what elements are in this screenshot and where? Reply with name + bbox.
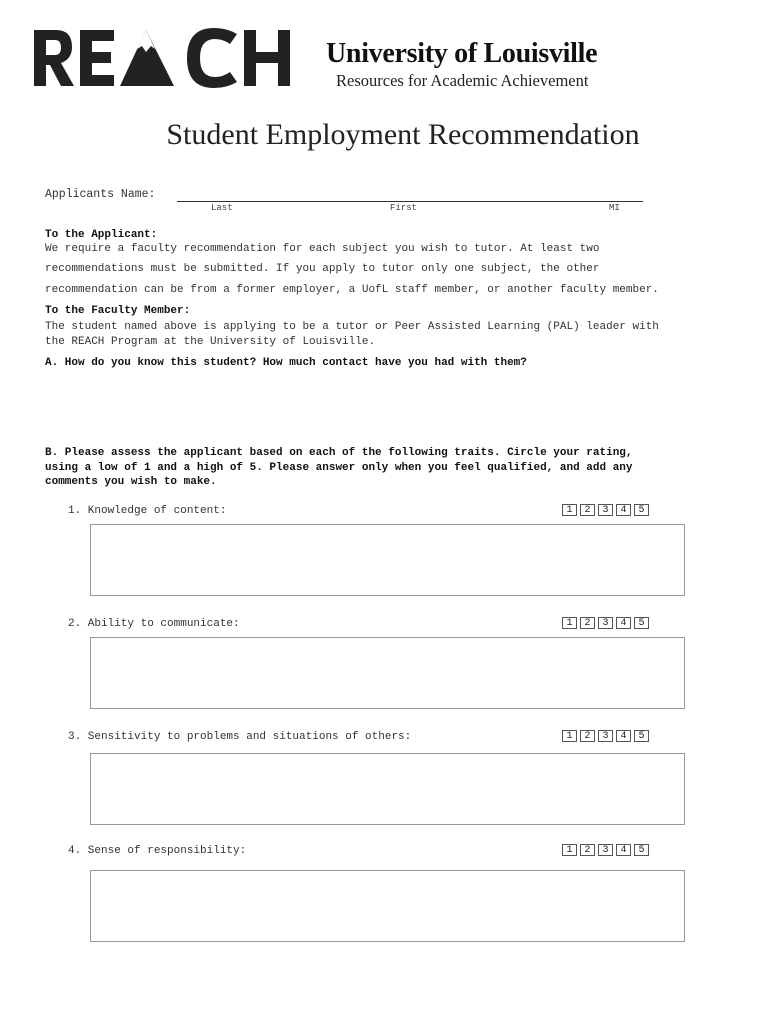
rating-option-3[interactable]: 3 <box>598 504 613 516</box>
rating-option-2[interactable]: 2 <box>580 504 595 516</box>
rating-option-3[interactable]: 3 <box>598 730 613 742</box>
first-name-label: First <box>390 203 418 213</box>
middle-initial-label: MI <box>609 203 620 213</box>
trait-label-responsibility: 4. Sense of responsibility: <box>68 845 247 857</box>
to-applicant-heading: To the Applicant: <box>45 229 158 241</box>
applicant-text-line: recommendation can be from a former employer, a UofL staff member, or another faculty member. <box>45 284 659 296</box>
question-a: A. How do you know this student? How much contact have you had with them? <box>45 357 527 369</box>
comment-box-communicate[interactable] <box>90 637 685 709</box>
rating-option-3[interactable]: 3 <box>598 617 613 629</box>
page-title-text: Student Employment Recommendation <box>166 118 640 151</box>
trait-label-communicate: 2. Ability to communicate: <box>68 618 240 630</box>
rating-option-2[interactable]: 2 <box>580 730 595 742</box>
to-faculty-heading: To the Faculty Member: <box>45 305 191 317</box>
comment-box-knowledge[interactable] <box>90 524 685 596</box>
comment-box-sensitivity[interactable] <box>90 753 685 825</box>
rating-option-4[interactable]: 4 <box>616 844 631 856</box>
rating-option-4[interactable]: 4 <box>616 617 631 629</box>
applicant-text-line: We require a faculty recommendation for each subject you wish to tutor. At least two <box>45 243 600 255</box>
faculty-text-line: The student named above is applying to be a tutor or Peer Assisted Learning (PAL) leader with <box>45 321 659 333</box>
university-name: University of Louisville <box>326 38 598 69</box>
rating-scale-communicate <box>562 617 649 629</box>
rating-scale-responsibility <box>562 844 649 856</box>
department-subtitle: Resources for Academic Achievement <box>336 71 589 90</box>
last-name-label: Last <box>211 203 233 213</box>
comment-box-responsibility[interactable] <box>90 870 685 942</box>
applicant-name-label: Applicants Name: <box>45 188 156 201</box>
question-b-line: using a low of 1 and a high of 5. Please answer only when you feel qualified, and add any <box>45 462 633 474</box>
rating-option-5[interactable]: 5 <box>634 617 649 629</box>
rating-option-1[interactable]: 1 <box>562 844 577 856</box>
question-b-line: B. Please assess the applicant based on each of the following traits. Circle your rating, <box>45 447 633 459</box>
page-title <box>0 118 770 152</box>
applicant-name-field[interactable] <box>177 201 643 202</box>
rating-option-3[interactable]: 3 <box>598 844 613 856</box>
question-b-line: comments you wish to make. <box>45 476 217 488</box>
rating-option-4[interactable]: 4 <box>616 504 631 516</box>
reach-logo <box>34 22 294 92</box>
rating-option-5[interactable]: 5 <box>634 730 649 742</box>
applicant-text-line: recommendations must be submitted. If you apply to tutor only one subject, the other <box>45 263 600 275</box>
trait-label-knowledge: 1. Knowledge of content: <box>68 505 227 517</box>
rating-option-2[interactable]: 2 <box>580 844 595 856</box>
rating-scale-sensitivity <box>562 730 649 742</box>
rating-option-1[interactable]: 1 <box>562 617 577 629</box>
faculty-text-line: the REACH Program at the University of Louisville. <box>45 336 376 348</box>
trait-label-sensitivity: 3. Sensitivity to problems and situations of others: <box>68 731 412 743</box>
rating-option-5[interactable]: 5 <box>634 844 649 856</box>
rating-option-1[interactable]: 1 <box>562 504 577 516</box>
rating-option-2[interactable]: 2 <box>580 617 595 629</box>
rating-option-4[interactable]: 4 <box>616 730 631 742</box>
rating-option-1[interactable]: 1 <box>562 730 577 742</box>
rating-option-5[interactable]: 5 <box>634 504 649 516</box>
rating-scale-knowledge <box>562 504 649 516</box>
